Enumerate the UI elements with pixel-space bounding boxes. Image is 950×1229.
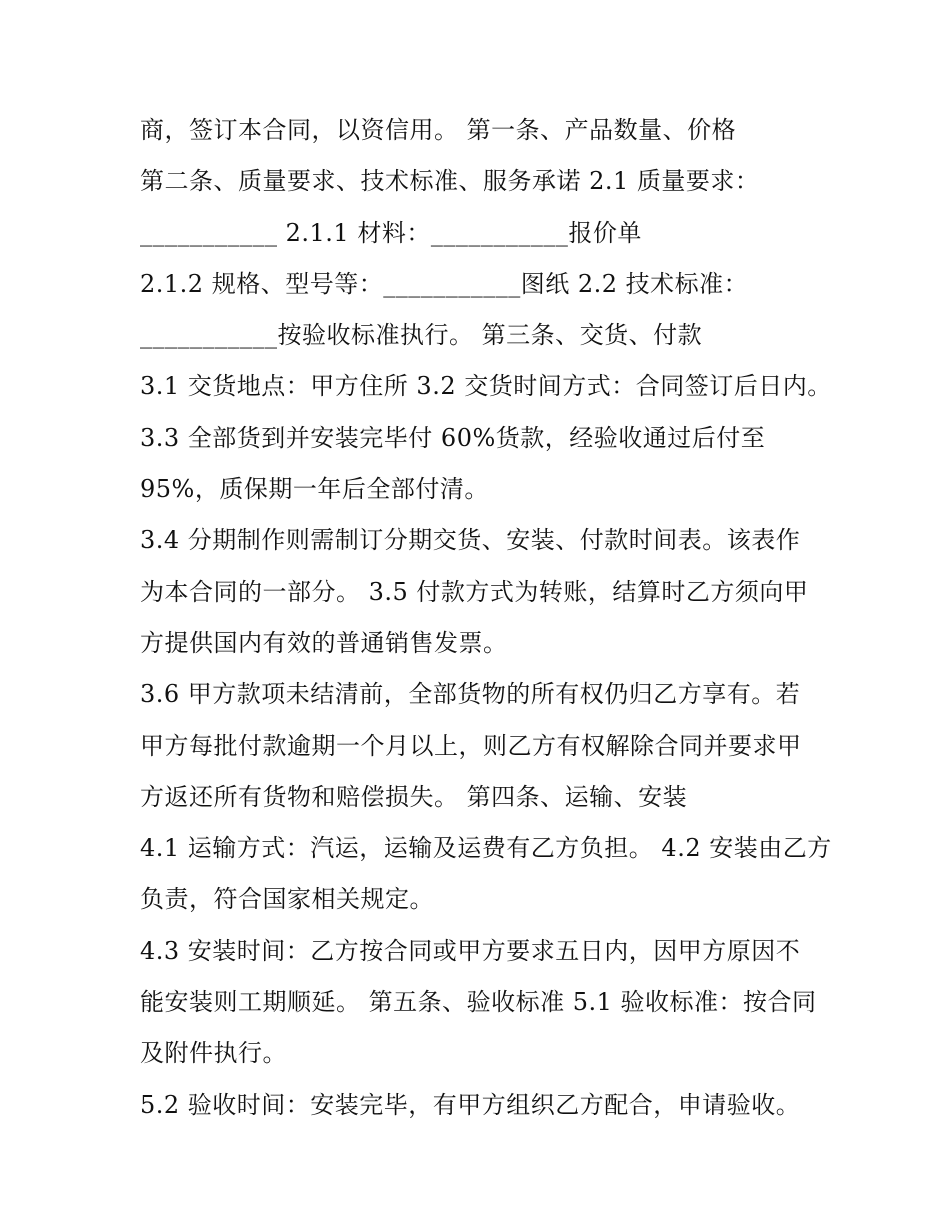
text-line: 第二条、质量要求、技术标准、服务承诺 2.1 质量要求：	[140, 167, 760, 196]
text-line: 3.3 全部货到并安装完毕付 60%货款，经验收通过后付至	[140, 423, 766, 452]
text-line: 3.6 甲方款项未结清前，全部货物的所有权仍归乙方享有。若	[140, 680, 801, 709]
text-line: 5.2 验收时间：安装完毕，有甲方组织乙方配合，申请验收。	[140, 1090, 801, 1119]
text-line: 及附件执行。	[140, 1039, 287, 1068]
text-line: 商，签订本合同，以资信用。 第一条、产品数量、价格	[140, 116, 737, 144]
text-line: ___________ 2.1.1 材料：___________报价单	[140, 218, 642, 247]
text-line: 4.1 运输方式：汽运，运输及运费有乙方负担。 4.2 安装由乙方	[140, 834, 832, 863]
text-line: 2.1.2 规格、型号等：___________图纸 2.2 技术标准：	[140, 269, 749, 298]
text-line: 能安装则工期顺延。 第五条、验收标准 5.1 验收标准：按合同	[140, 988, 817, 1017]
text-line: 方提供国内有效的普通销售发票。	[140, 628, 508, 657]
text-line: ___________按验收标准执行。 第三条、交货、付款	[140, 321, 703, 350]
text-line: 为本合同的一部分。 3.5 付款方式为转账，结算时乙方须向甲	[140, 577, 809, 606]
text-line: 95%，质保期一年后全部付清。	[140, 475, 489, 504]
text-line: 负责，符合国家相关规定。	[140, 885, 434, 914]
text-line: 3.1 交货地点：甲方住所 3.2 交货时间方式：合同签订后日内。	[140, 372, 832, 401]
text-line: 3.4 分期制作则需制订分期交货、安装、付款时间表。该表作	[140, 526, 801, 555]
text-line: 方返还所有货物和赔偿损失。 第四条、运输、安装	[140, 782, 688, 811]
contract-text	[140, 108, 832, 1134]
text-line: 甲方每批付款逾期一个月以上，则乙方有权解除合同并要求甲	[140, 731, 802, 760]
text-line: 4.3 安装时间：乙方按合同或甲方要求五日内，因甲方原因不	[140, 936, 801, 965]
